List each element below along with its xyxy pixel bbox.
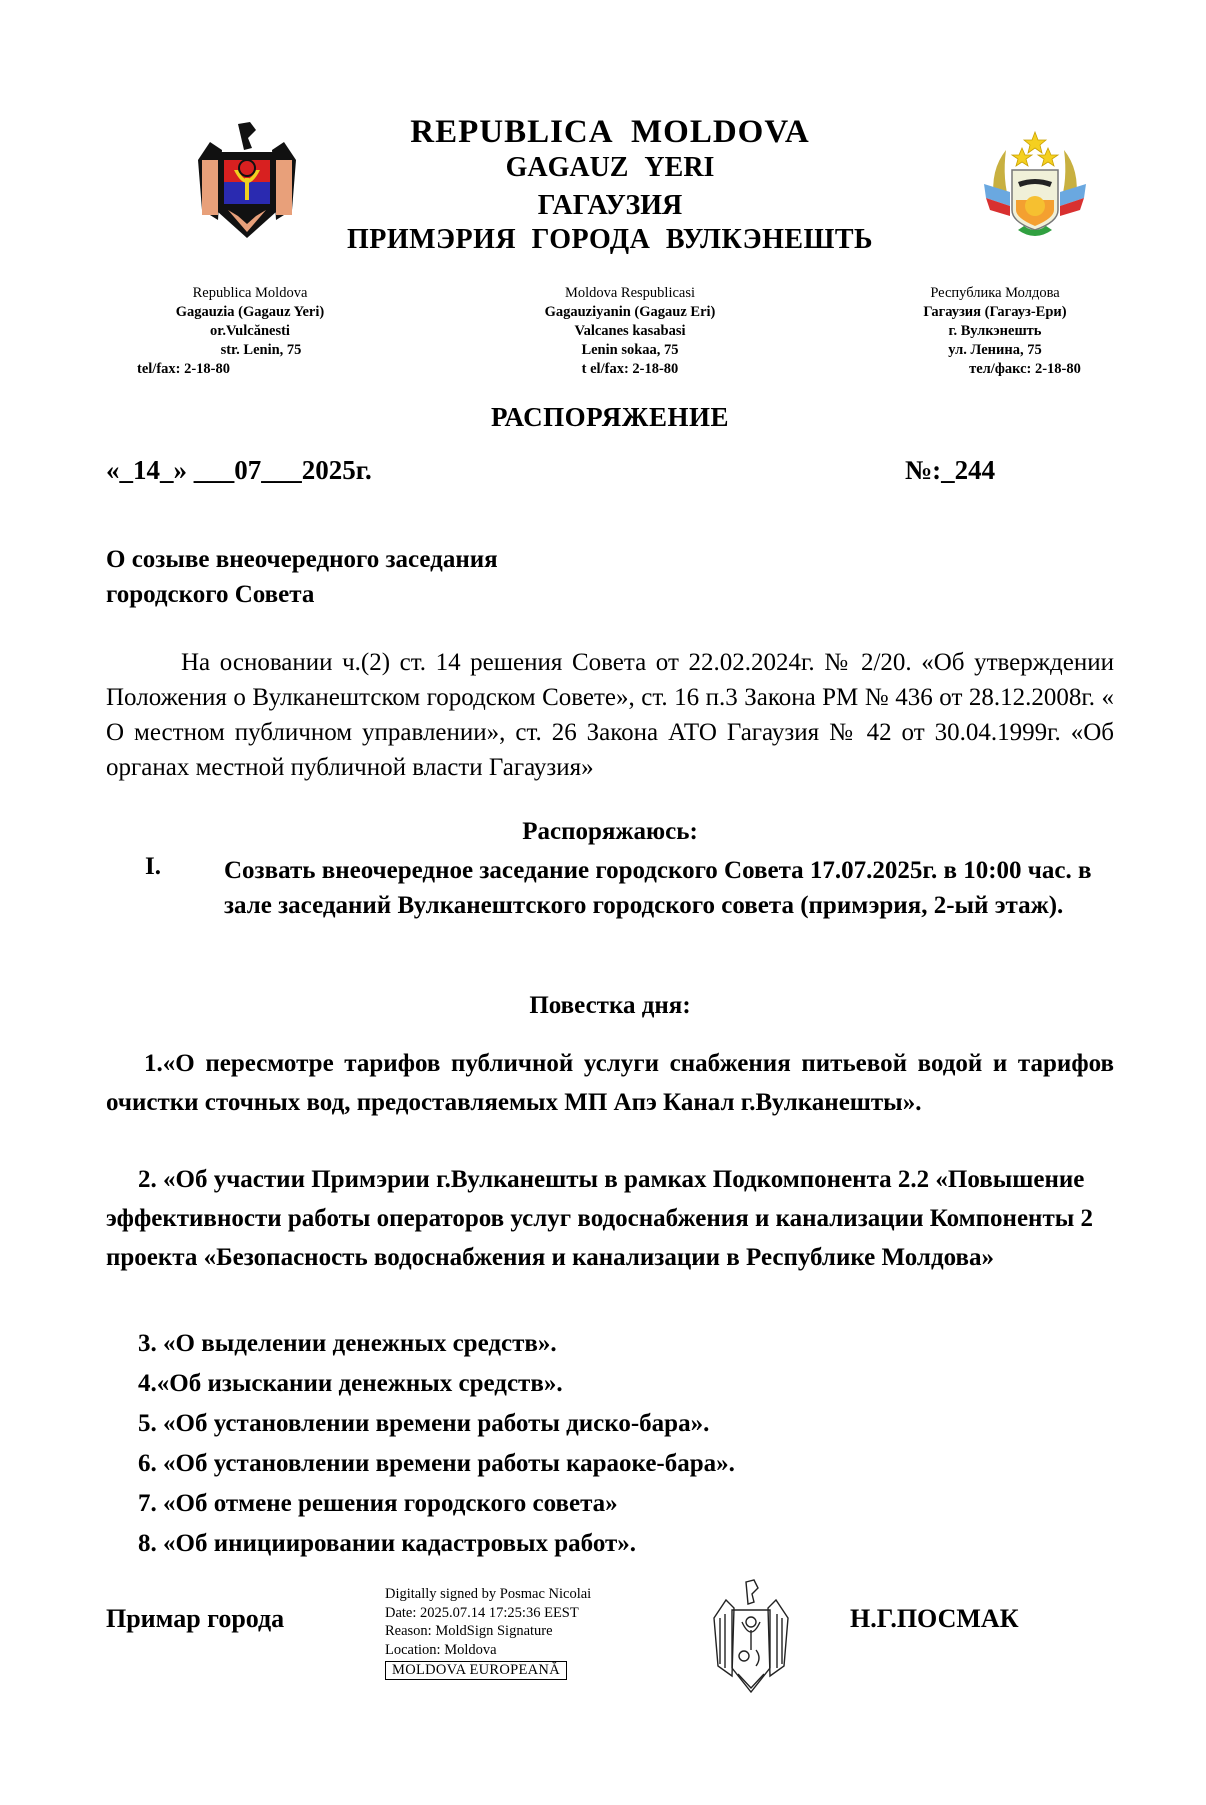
document-date: «_14_» ___07___2025г. — [106, 455, 372, 485]
agenda-item: 1.«О пересмотре тарифов публичной услуги снабжения питьевой водой и тарифов очистки сточных вод, предоставляемых МП Апэ Канал г.Вулканешты». — [106, 1050, 1114, 1116]
signature-reason: Reason: MoldSign Signature — [385, 1623, 553, 1639]
subject-line: О созыве внеочередного заседания — [106, 546, 498, 573]
address-russian — [880, 284, 1110, 379]
signature-stamp: MOLDOVA EUROPEANĂ — [385, 1661, 567, 1680]
signatory-position: Примар города — [106, 1604, 285, 1633]
order-item-text: Созвать внеочередное заседание городского Совета 17.07.2025г. в 10:00 час. в зале заседаний Вулканештского городского совета (примэрия, 2-ый этаж). — [224, 857, 1092, 919]
agenda-item: 7. «Об отмене решения городского совета» — [138, 1490, 618, 1517]
address-gagauz — [515, 284, 745, 379]
signer-name: Н.Г.ПОСМАК — [850, 1604, 1019, 1633]
agenda-heading: Повестка дня: — [529, 992, 691, 1019]
signature-date: Date: 2025.07.14 17:25:36 EEST — [385, 1604, 579, 1621]
address-line: Moldova Respublicasi — [564, 285, 696, 301]
header-republica-moldova: REPUBLICA MOLDOVA — [410, 114, 810, 150]
order-heading: Распоряжаюсь: — [522, 818, 698, 845]
agenda-item: 6. «Об установлении времени работы караоке-бара». — [138, 1450, 735, 1477]
agenda-item: 4.«Об изыскании денежных средств». — [138, 1370, 563, 1397]
address-line: Республика Молдова — [930, 285, 1060, 301]
address-line: t el/fax: 2-18-80 — [581, 361, 679, 377]
address-romanian — [135, 284, 365, 379]
address-line: Valcanes kasabasi — [574, 323, 686, 339]
agenda-item: 5. «Об установлении времени работы диско-бара». — [138, 1410, 710, 1437]
address-line: тел/факс: 2-18-80 — [969, 361, 1081, 377]
document-number: №:_244 — [905, 455, 996, 485]
preamble-paragraph: На основании ч.(2) ст. 14 решения Совета от 22.02.2024г. № 2/20. «Об утверждении Положения о Вулканештском городском Совете», ст. 16 п.3 Закона РМ № 436 от 28.12.2008г. « О местном публичном управлении», ст. 26 Закона АТО Гагаузия № 42 от 30.04.1999г. «Об органах местной публичной власти Гагаузия» — [106, 649, 1114, 781]
agenda-item: 3. «О выделении денежных средств». — [138, 1330, 557, 1357]
address-line: or.Vulcănesti — [210, 323, 290, 339]
address-line: г. Вулкэнешть — [948, 323, 1042, 339]
header-gagauzia: ГАГАУЗИЯ — [537, 190, 683, 221]
address-line: Gagauziyanin (Gagauz Eri) — [544, 304, 716, 320]
address-line: Gagauzia (Gagauz Yeri) — [175, 304, 325, 320]
document-subject — [106, 542, 498, 612]
subject-line: городского Совета — [106, 581, 315, 608]
address-line: tel/fax: 2-18-80 — [137, 361, 231, 377]
header-primaria: ПРИМЭРИЯ ГОРОДА ВУЛКЭНЕШТЬ — [346, 224, 874, 255]
digital-signature-block[interactable] — [385, 1585, 591, 1680]
signature-signed-by: Digitally signed by Posmac Nicolai — [385, 1586, 592, 1602]
moldova-coat-of-arms-seal-icon — [710, 1578, 792, 1700]
order-item-number: I. — [145, 853, 161, 880]
address-line: Republica Moldova — [192, 285, 308, 301]
signature-location: Location: Moldova — [385, 1641, 497, 1658]
agenda-item: 8. «Об инициировании кадастровых работ». — [138, 1530, 637, 1557]
document-type-title: РАСПОРЯЖЕНИЕ — [490, 402, 730, 432]
address-line: Lenin sokaa, 75 — [581, 342, 679, 358]
agenda-item: 2. «Об участии Примэрии г.Вулканешты в рамках Подкомпонента 2.2 «Повышение эффективности работы операторов услуг водоснабжения и канализации Компоненты 2 проекта «Безопасность водоснабжения и канализации в Республике Молдова» — [106, 1166, 1094, 1271]
address-line: str. Lenin, 75 — [220, 342, 302, 358]
address-line: ул. Ленина, 75 — [948, 342, 1042, 358]
header-gagauz-yeri: GAGAUZ YERI — [505, 152, 715, 183]
address-line: Гагаузия (Гагауз-Ери) — [923, 304, 1067, 320]
